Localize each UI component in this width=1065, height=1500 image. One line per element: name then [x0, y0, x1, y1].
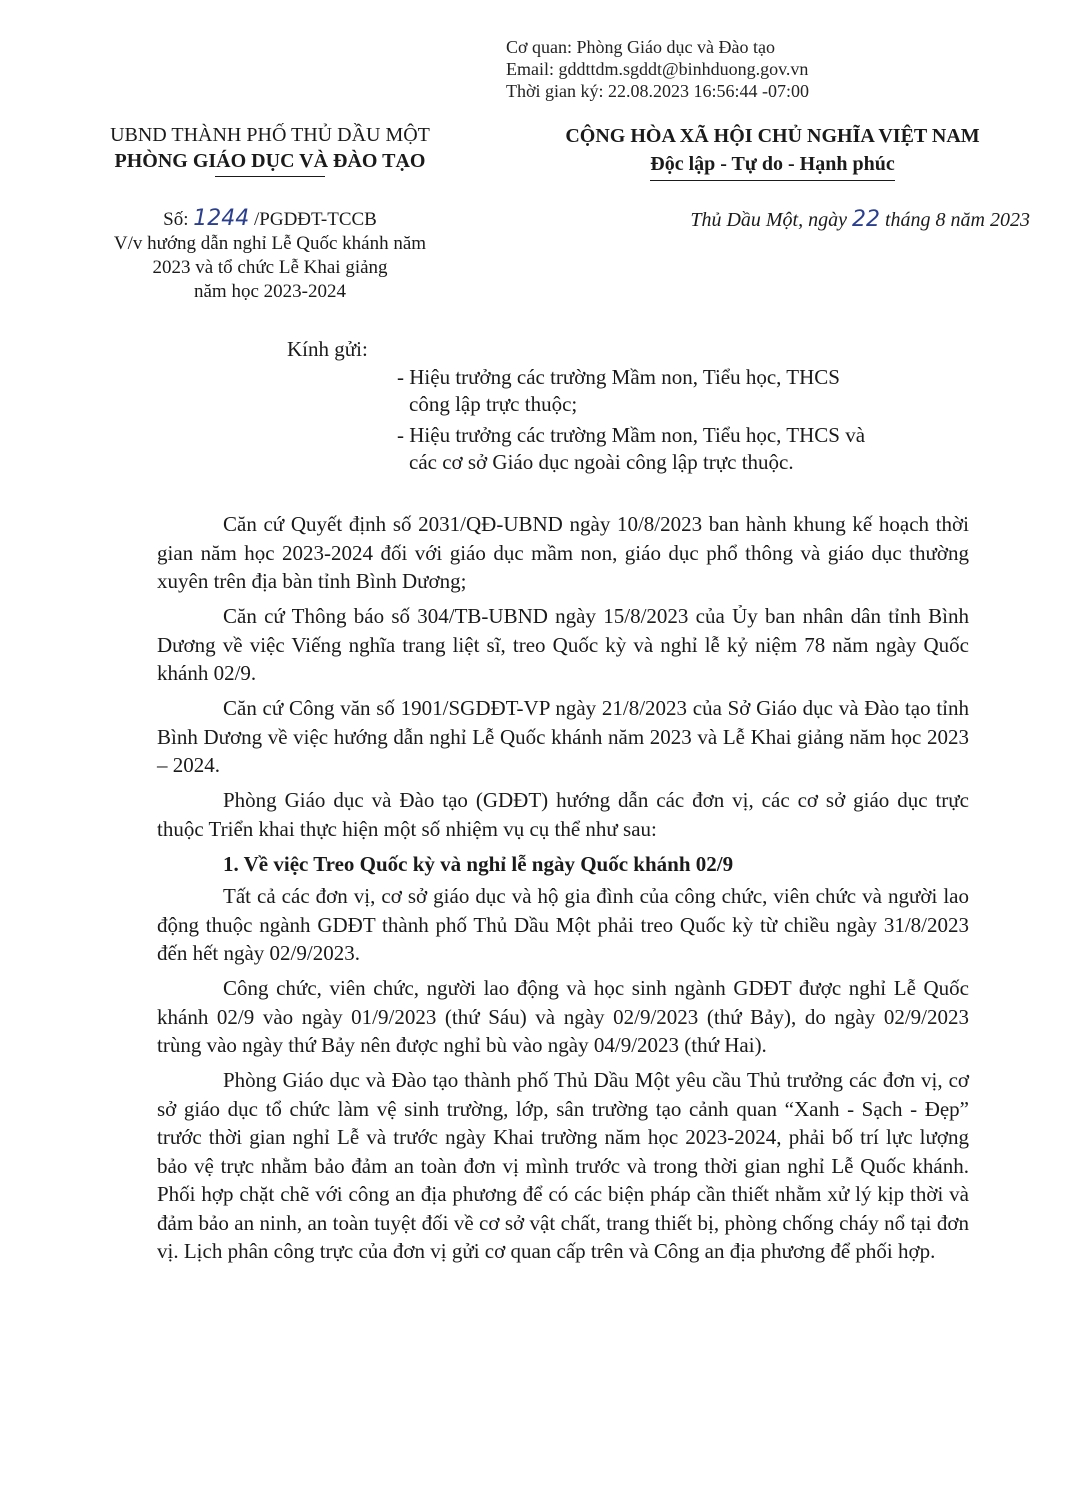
- recipient-line: - Hiệu trưởng các trường Mầm non, Tiểu học, THCS: [397, 365, 840, 389]
- date-prefix: Thủ Dầu Một, ngày: [690, 209, 852, 231]
- digital-signature-block: [506, 36, 809, 102]
- signature-email: Email: gddttdm.sgddt@binhduong.gov.vn: [506, 59, 809, 79]
- body-paragraph: Phòng Giáo dục và Đào tạo thành phố Thủ Dầu Một yêu cầu Thủ trưởng các đơn vị, cơ sở giáo dục tổ chức làm vệ sinh trường, lớp, sân trường tạo cảnh quan “Xanh - Sạch - Đẹp” trước thời gian nghỉ Lễ và trước ngày Khai trường năm học 2023-2024, phải bố trí lực lượng bảo vệ trực nhằm bảo đảm an toàn đơn vị mình trước và trong thời gian nghỉ Lễ Quốc khánh. Phối hợp chặt chẽ với công an địa phương để có các biện pháp cần thiết nhằm xử lý kịp thời và đảm bảo an ninh, an toàn tuyệt đối về cơ sở vật chất, trang thiết bị, phòng chống cháy nổ tại đơn vị. Lịch phân công trực của đơn vị gửi cơ quan cấp trên và Công an địa phương để phối hợp.: [157, 1068, 969, 1263]
- recipient-item: [397, 422, 997, 476]
- place-date-line: [530, 207, 1030, 233]
- header-divider: [215, 176, 325, 177]
- department-name: PHÒNG GIÁO DỤC VÀ ĐÀO TẠO: [114, 150, 426, 172]
- recipient-line: các cơ sở Giáo dục ngoài công lập trực thuộc.: [409, 450, 794, 474]
- document-number-block: [60, 207, 480, 304]
- body-paragraph: Công chức, viên chức, người lao động và học sinh ngành GDĐT được nghỉ Lễ Quốc khánh 02/9 vào ngày 01/9/2023 (thứ Sáu) và ngày 02/9/2023 (thứ Bảy), do ngày 02/9/2023 trùng vào ngày thứ Bảy nên được nghỉ bù vào ngày 04/9/2023 (thứ Hai).: [157, 976, 969, 1057]
- recipient-line: công lập trực thuộc;: [409, 392, 578, 416]
- national-motto: Độc lập - Tự do - Hạnh phúc: [650, 150, 894, 181]
- signature-time: Thời gian ký: 22.08.2023 16:56:44 -07:00: [506, 81, 810, 101]
- parent-organization: UBND THÀNH PHỐ THỦ DẦU MỘT: [110, 124, 430, 146]
- body-paragraph: Căn cứ Công văn số 1901/SGDĐT-VP ngày 21/8/2023 của Sở Giáo dục và Đào tạo tỉnh Bình Dương về việc hướng dẫn nghỉ Lễ Quốc khánh năm 2023 và Lễ Khai giảng năm học 2023 – 2024.: [157, 696, 969, 777]
- document-body: [157, 510, 969, 1272]
- recipient-item: [397, 364, 997, 418]
- subject-line: V/v hướng dẫn nghỉ Lễ Quốc khánh năm: [113, 233, 427, 254]
- subject-line: năm học 2023-2024: [194, 281, 346, 302]
- signature-agency: Cơ quan: Phòng Giáo dục và Đào tạo: [506, 37, 775, 57]
- date-suffix: tháng 8 năm 2023: [880, 209, 1030, 231]
- body-paragraph: Tất cả các đơn vị, cơ sở giáo dục và hộ gia đình của công chức, viên chức và người lao động thuộc ngành GDĐT thành phố Thủ Dầu Một phải treo Quốc kỳ từ chiều ngày 31/8/2023 đến hết ngày 02/9/2023.: [157, 884, 969, 965]
- document-number-prefix: Số:: [163, 209, 194, 230]
- document-number: [60, 207, 480, 232]
- national-header: [515, 122, 1030, 181]
- subject-line: 2023 và tổ chức Lễ Khai giảng: [152, 257, 388, 278]
- handwritten-day: 22: [852, 207, 880, 232]
- nation-title: CỘNG HÒA XÃ HỘI CHỦ NGHĨA VIỆT NAM: [565, 125, 980, 147]
- body-paragraph: Phòng Giáo dục và Đào tạo (GDĐT) hướng dẫn các đơn vị, các cơ sở giáo dục trực thuộc Triển khai thực hiện một số nhiệm vụ cụ thể như sau:: [157, 788, 969, 841]
- recipients-label: Kính gửi:: [287, 337, 368, 361]
- recipients-list: [397, 364, 997, 480]
- issuing-agency-header: [60, 122, 480, 177]
- section-heading: 1. Về việc Treo Quốc kỳ và nghỉ lễ ngày Quốc khánh 02/9: [223, 851, 734, 876]
- recipient-line: - Hiệu trưởng các trường Mầm non, Tiểu học, THCS và: [397, 423, 866, 447]
- body-paragraph: Căn cứ Thông báo số 304/TB-UBND ngày 15/8/2023 của Ủy ban nhân dân tỉnh Bình Dương về việc Viếng nghĩa trang liệt sĩ, treo Quốc kỳ và nghỉ lễ kỷ niệm 78 năm ngày Quốc khánh 02/9.: [157, 604, 969, 685]
- body-paragraph: Căn cứ Quyết định số 2031/QĐ-UBND ngày 10/8/2023 ban hành khung kế hoạch thời gian năm học 2023-2024 đối với giáo dục mầm non, giáo dục phổ thông và giáo dục thường xuyên trên địa bàn tỉnh Bình Dương;: [157, 512, 969, 593]
- document-number-suffix: /PGDĐT-TCCB: [249, 209, 377, 230]
- handwritten-number: 1244: [193, 206, 250, 231]
